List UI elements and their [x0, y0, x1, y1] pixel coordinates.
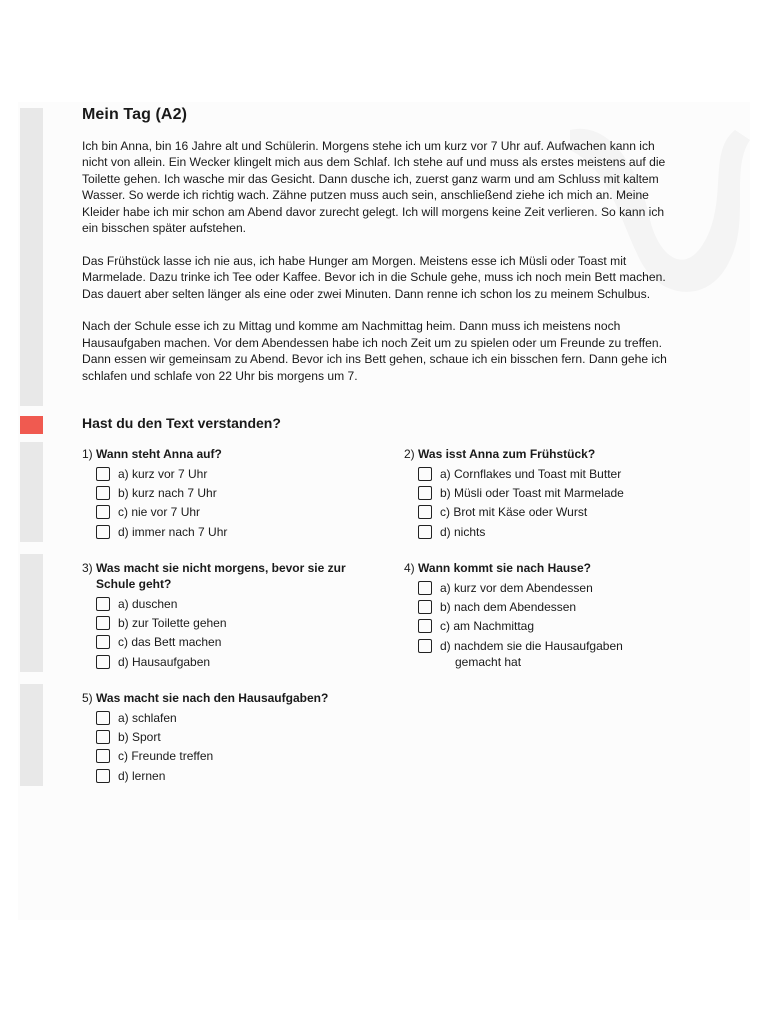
answer-option[interactable]: c) das Bett machen [82, 634, 346, 653]
question-text: 1) Wann steht Anna auf? [82, 447, 222, 461]
question-text: 3) Was macht sie nicht morgens, bevor sie zur Schule geht? [82, 561, 346, 591]
answer-option[interactable]: c) nie vor 7 Uhr [82, 504, 227, 523]
question-4 [404, 560, 623, 674]
checkbox[interactable] [96, 635, 110, 649]
checkbox[interactable] [418, 581, 432, 595]
checkbox[interactable] [96, 711, 110, 725]
reading-text [82, 138, 672, 400]
answer-option[interactable]: a) schlafen [82, 710, 328, 729]
margin-bar [20, 108, 43, 406]
section-marker [20, 416, 43, 434]
paragraph: Ich bin Anna, bin 16 Jahre alt und Schülerin. Morgens stehe ich um kurz vor 7 Uhr auf. Aufwachen kann ich nicht von allein. Ein Wecker klingelt mich aus dem Schlaf. Ich stehe auf und muss als erstes meistens auf die Toilette gehen. Ich wasche mir das Gesicht. Dann dusche ich, zuerst ganz warm und am Schluss mit kaltem Wasser. So werde ich richtig wach. Zähne putzen muss auch sein, anschließend ziehe ich mich an. Meine Kleider habe ich mir schon am Abend davor zurecht gelegt. Ich will morgens keine Zeit verlieren. So kann ich ein bisschen später aufstehen. [82, 139, 666, 236]
checkbox[interactable] [418, 600, 432, 614]
answer-option[interactable]: b) kurz nach 7 Uhr [82, 485, 227, 504]
answer-option[interactable]: b) zur Toilette gehen [82, 615, 346, 634]
answer-option[interactable]: d) nachdem sie die Hausaufgaben gemacht hat [404, 638, 623, 674]
answer-option[interactable]: c) am Nachmittag [404, 618, 623, 637]
checkbox[interactable] [96, 616, 110, 630]
paragraph: Nach der Schule esse ich zu Mittag und komme am Nachmittag heim. Dann muss ich meistens noch Hausaufgaben machen. Vor dem Abendessen habe ich noch Zeit um zu spielen oder um Freunde zu treffen. Dann essen wir gemeinsam zu Abend. Bevor ich ins Bett gehen, schaue ich ein bisschen fern. Dann gehe ich schlafen und schlafe von 22 Uhr bis morgens um 7. [82, 319, 667, 383]
checkbox[interactable] [96, 597, 110, 611]
question-3 [82, 560, 346, 673]
answer-option[interactable]: d) lernen [82, 768, 328, 787]
question-1 [82, 446, 227, 543]
answer-option[interactable]: b) Müsli oder Toast mit Marmelade [404, 485, 624, 504]
checkbox[interactable] [418, 525, 432, 539]
margin-bar [20, 554, 43, 672]
quiz-heading: Hast du den Text verstanden? [82, 415, 281, 431]
answer-option[interactable]: a) kurz vor 7 Uhr [82, 466, 227, 485]
answer-option[interactable]: c) Brot mit Käse oder Wurst [404, 504, 624, 523]
answer-option[interactable]: b) nach dem Abendessen [404, 599, 623, 618]
answer-option[interactable]: a) kurz vor dem Abendessen [404, 580, 623, 599]
answer-option[interactable]: d) Hausaufgaben [82, 654, 346, 673]
checkbox[interactable] [418, 486, 432, 500]
checkbox[interactable] [418, 639, 432, 653]
checkbox[interactable] [96, 467, 110, 481]
checkbox[interactable] [418, 467, 432, 481]
question-5 [82, 690, 328, 787]
checkbox[interactable] [96, 505, 110, 519]
paragraph: Das Frühstück lasse ich nie aus, ich habe Hunger am Morgen. Meistens esse ich Müsli oder Toast mit Marmelade. Dazu trinke ich Tee oder Kaffee. Bevor ich in die Schule gehe, muss ich noch mein Bett machen. Das dauert aber selten länger als eine oder zwei Minuten. Dann renne ich schon los zu meinem Schulbus. [82, 253, 666, 301]
checkbox[interactable] [418, 505, 432, 519]
checkbox[interactable] [418, 619, 432, 633]
question-text: 5) Was macht sie nach den Hausaufgaben? [82, 691, 329, 705]
checkbox[interactable] [96, 655, 110, 669]
answer-option[interactable]: c) Freunde treffen [82, 748, 328, 767]
checkbox[interactable] [96, 769, 110, 783]
page-title: Mein Tag (A2) [82, 106, 188, 123]
question-2 [404, 446, 624, 543]
answer-option[interactable]: d) immer nach 7 Uhr [82, 524, 227, 543]
checkbox[interactable] [96, 730, 110, 744]
answer-option[interactable]: b) Sport [82, 729, 328, 748]
margin-bar [20, 684, 43, 786]
margin-bar [20, 442, 43, 542]
answer-option[interactable]: a) Cornflakes und Toast mit Butter [404, 466, 624, 485]
question-text: 4) Wann kommt sie nach Hause? [404, 561, 591, 575]
answer-option[interactable]: a) duschen [82, 596, 346, 615]
answer-option[interactable]: d) nichts [404, 524, 624, 543]
checkbox[interactable] [96, 749, 110, 763]
checkbox[interactable] [96, 486, 110, 500]
checkbox[interactable] [96, 525, 110, 539]
question-text: 2) Was isst Anna zum Frühstück? [404, 447, 596, 461]
